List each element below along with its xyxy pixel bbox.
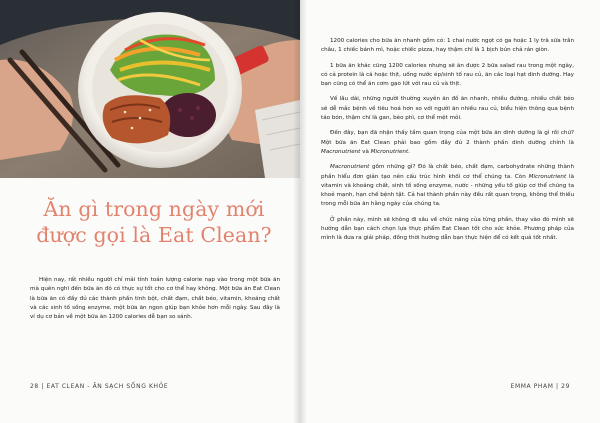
right-body-text (321, 37, 574, 250)
food-bowl-illustration (0, 0, 300, 178)
right-paragraph-2: 1 bữa ăn khác cũng 1200 calories nhưng sẽ ăn được 2 bữa salad rau trong một ngày, có cả protein là cá hoặc thịt, uống nước ép/sinh tố rau củ, ăn các loại hạt dinh dưỡng. Hay bạn cũng có thể ăn cơm gạo lứt với rau củ và thịt. (321, 62, 574, 88)
p4-text-a: Đến đây, bạn đã nhận thấy tầm quan trọng của một bữa ăn dinh dưỡng là gì rồi chứ? Một bữa ăn Eat Clean phải bao gồm đầy đủ 2 thành phần dinh dưỡng chính là (321, 130, 574, 146)
heading-line-1: Ăn gì trong ngày mới (43, 197, 265, 221)
right-paragraph-3: Về lâu dài, những người thường xuyên ăn đồ ăn nhanh, nhiều đường, nhiều chất béo sẽ dễ mắc bệnh về tiêu hoá hơn so với người ăn nhiều rau củ, biểu hiện thông qua bệnh táo bón, thậm chí là gan, béo phì, cơ thể mệt mỏi. (321, 96, 574, 122)
right-footer: EMMA PHẠM | 29 (510, 383, 570, 390)
p5-macronutrient: Macronutrient (330, 164, 370, 171)
food-bowl-photo (0, 0, 300, 178)
left-body-text (30, 276, 280, 322)
p5-text-b: là vitamin và khoáng chất, sinh tố sống enzyme, nước - những yếu tố giúp cơ thể chúng ta khoẻ mạnh, hạn chế bệnh tật. Cả hai thành phần này đều rất quan trọng, không thể thiếu trong mỗi bữa ăn hằng ngày của chúng ta. (321, 173, 575, 208)
p5-text-a: gồm những gì? Đó là chất béo, chất đạm, carbohydrate những thành phần hiểu đơn giản tạo nên cấu trúc hình khối cơ thể chúng ta. Còn (321, 164, 574, 180)
left-footer: 28 | EAT CLEAN - ĂN SẠCH SỐNG KHỎE (30, 383, 169, 390)
right-paragraph-4 (321, 129, 574, 157)
right-paragraph-1: 1200 calories cho bữa ăn nhanh gồm có: 1 chai nước ngọt có ga hoặc 1 ly trà sữa trân châu, 1 chiếc bánh mì, hoặc chiếc pizza, hay thậm chí là 1 bịch bún chả rán giòn. (321, 38, 574, 54)
book-gutter (294, 0, 306, 423)
left-paragraph: Hiện nay, rất nhiều người chỉ mải tính toán lượng calorie nạp vào trong một bữa ăn mà quên nghĩ đến bữa ăn đó có thực sự tốt cho cơ thể hay không. Một bữa ăn Eat Clean là bữa ăn có đầy đủ các thành phần tinh bột, chất đạm, chất béo, vitamin, khoáng chất và các sinh tố sống enzyme, một bữa ăn ngon giúp bạn khỏe hơn mỗi ngày. Sau đây là ví dụ cơ bản về một bữa ăn 1200 calories dễ bạn so sánh. (30, 277, 280, 321)
p4-micronutrient: Micronutrient (370, 148, 409, 155)
p4-text-b: và (360, 148, 371, 155)
right-paragraph-5 (321, 163, 574, 209)
p4-text-c: . (408, 148, 410, 155)
page-heading (24, 196, 284, 248)
right-paragraph-6: Ở phần này, mình sẽ không đi sâu về chức năng của từng phần, thay vào đó mình sẽ hướng dẫn bạn cách chọn lựa thực phẩm Eat Clean tốt cho sức khỏe. Phương pháp của mình là đưa ra giải pháp, đồng thời hướng dẫn bạn thực hiện để có kết quả tốt nhất. (321, 216, 574, 242)
p4-macronutrient: Macronutrient (321, 148, 361, 155)
p5-micronutrient: Micronutrient (528, 173, 567, 180)
heading-line-2: được gọi là Eat Clean? (36, 223, 272, 247)
